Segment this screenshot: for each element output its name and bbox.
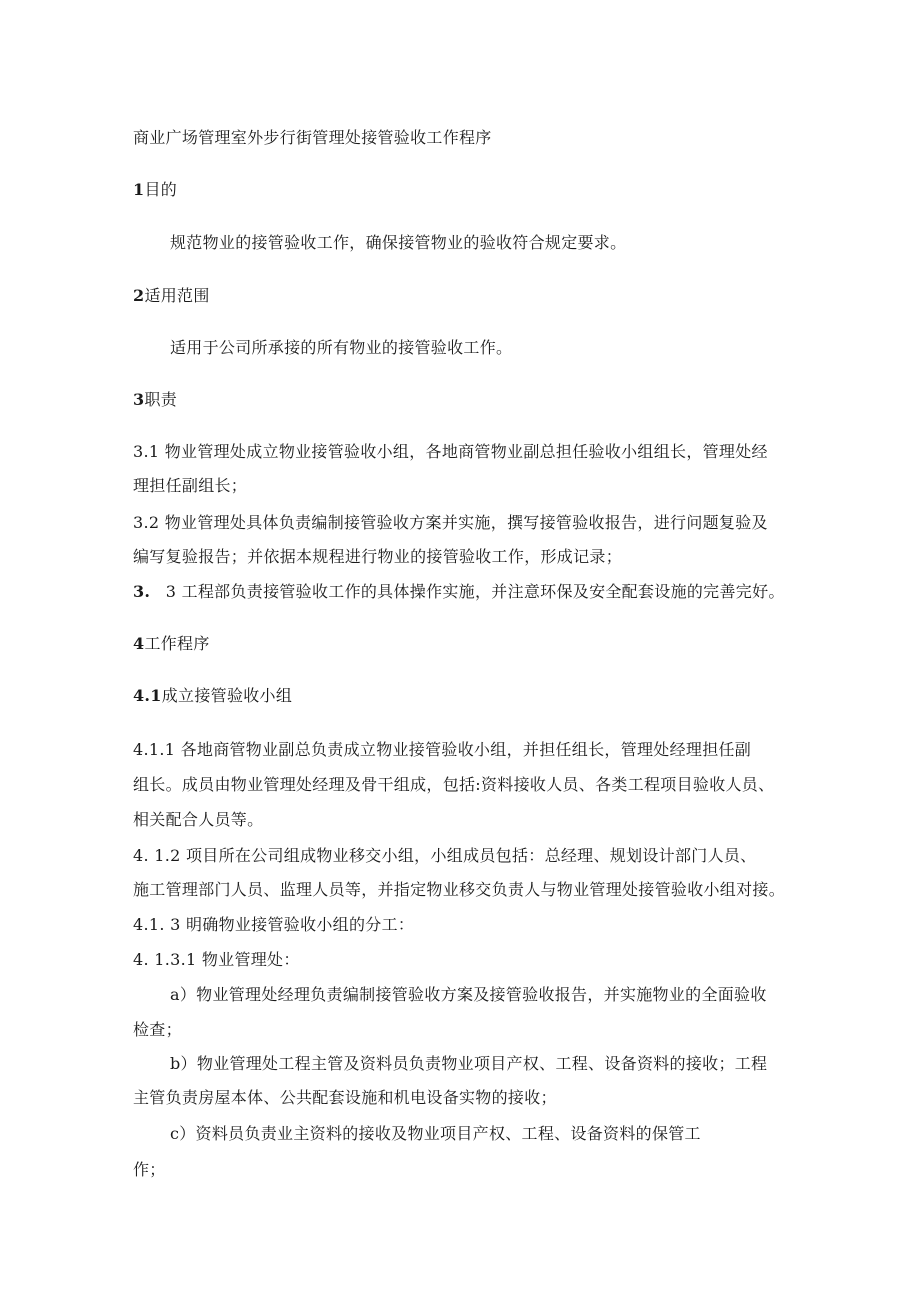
section-number: 4.1 bbox=[133, 686, 162, 705]
section-2-body: 适用于公司所承接的所有物业的接管验收工作。 bbox=[170, 338, 513, 357]
clause-3-1-line-1: 3.1 物业管理处成立物业接管验收小组，各地商管物业副总担任验收小组组长，管理处经 bbox=[133, 442, 768, 461]
clause-4-1-1-line-2: 组长。成员由物业管理处经理及骨干组成，包括:资料接收人员、各类工程项目验收人员、 bbox=[133, 775, 775, 794]
section-title: 工作程序 bbox=[144, 634, 210, 653]
clause-number: 3. bbox=[133, 582, 151, 601]
section-number: 3 bbox=[133, 390, 145, 409]
item-c-line-2: 作； bbox=[133, 1160, 166, 1179]
item-a-line-1: a）物业管理处经理负责编制接管验收方案及接管验收报告，并实施物业的全面验收 bbox=[170, 985, 767, 1004]
section-number: 1 bbox=[133, 180, 145, 199]
item-b-line-2: 主管负责房屋本体、公共配套设施和机电设备实物的接收； bbox=[133, 1088, 557, 1107]
clause-4-1-3-1: 4. 1.3.1 物业管理处： bbox=[133, 950, 300, 969]
section-title: 适用范围 bbox=[144, 286, 210, 305]
item-a-line-2: 检查； bbox=[133, 1020, 182, 1039]
section-title: 成立接管验收小组 bbox=[161, 686, 293, 705]
section-3-heading bbox=[133, 390, 177, 410]
item-c-line-1: c）资料员负责业主资料的接收及物业项目产权、工程、设备资料的保管工 bbox=[170, 1124, 701, 1143]
section-number: 2 bbox=[133, 286, 145, 305]
clause-3-2-line-1: 3.2 物业管理处具体负责编制接管验收方案并实施，撰写接管验收报告，进行问题复验及 bbox=[133, 513, 768, 532]
section-1-body: 规范物业的接管验收工作，确保接管物业的验收符合规定要求。 bbox=[170, 233, 627, 252]
section-number: 4 bbox=[133, 634, 145, 653]
clause-4-1-2-line-1: 4. 1.2 项目所在公司组成物业移交小组，小组成员包括：总经理、规划设计部门人员、 bbox=[133, 846, 757, 865]
subsection-4-1-heading bbox=[133, 686, 292, 706]
clause-3-2-line-2: 编写复验报告；并依据本规程进行物业的接管验收工作，形成记录； bbox=[133, 547, 623, 566]
clause-text: 3 工程部负责接管验收工作的具体操作实施，并注意环保及安全配套设施的完善完好。 bbox=[165, 582, 785, 601]
clause-4-1-2-line-2: 施工管理部门人员、监理人员等，并指定物业移交负责人与物业管理处接管验收小组对接。 bbox=[133, 880, 786, 899]
item-b-line-1: b）物业管理处工程主管及资料员负责物业项目产权、工程、设备资料的接收；工程 bbox=[170, 1054, 768, 1073]
document-title: 商业广场管理室外步行街管理处接管验收工作程序 bbox=[133, 128, 492, 147]
section-4-heading bbox=[133, 634, 210, 654]
section-title: 目的 bbox=[144, 180, 178, 199]
clause-3-3 bbox=[133, 582, 785, 602]
clause-4-1-3: 4.1. 3 明确物业接管验收小组的分工： bbox=[133, 915, 415, 934]
clause-3-1-line-2: 理担任副组长； bbox=[133, 476, 248, 495]
section-2-heading bbox=[133, 286, 210, 306]
clause-4-1-1-line-1: 4.1.1 各地商管物业副总负责成立物业接管验收小组，并担任组长，管理处经理担任副 bbox=[133, 740, 752, 759]
section-1-heading bbox=[133, 180, 177, 200]
clause-4-1-1-line-3: 相关配合人员等。 bbox=[133, 810, 264, 829]
section-title: 职责 bbox=[144, 390, 178, 409]
